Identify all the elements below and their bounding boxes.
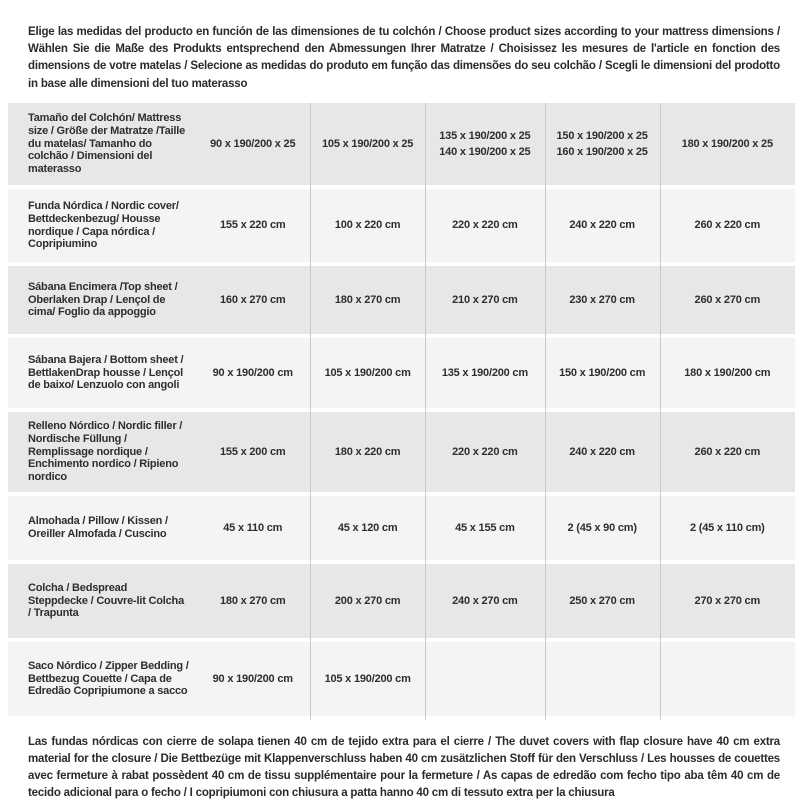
size-value: 270 x 270 cm bbox=[694, 594, 761, 607]
size-cell bbox=[425, 412, 545, 492]
size-value: 105 x 190/200 cm bbox=[324, 672, 411, 685]
size-cell bbox=[195, 103, 310, 185]
size-cell bbox=[660, 189, 795, 262]
size-cell bbox=[425, 266, 545, 334]
size-cell bbox=[195, 496, 310, 560]
table-row bbox=[8, 266, 795, 334]
size-value: 90 x 190/200 x 25 bbox=[210, 137, 296, 150]
size-cell bbox=[545, 412, 660, 492]
size-cell bbox=[660, 496, 795, 560]
table-row bbox=[8, 338, 795, 408]
table-row bbox=[8, 642, 795, 716]
size-cell bbox=[310, 564, 425, 638]
size-value: 260 x 220 cm bbox=[694, 219, 761, 232]
size-value: 160 x 270 cm bbox=[219, 293, 286, 306]
size-cell bbox=[545, 496, 660, 560]
size-cell bbox=[310, 338, 425, 408]
size-cell bbox=[545, 189, 660, 262]
duvet-flap-footnote-text: Las fundas nórdicas con cierre de solapa tienen 40 cm de tejido extra para el cierre / The duvet covers with flap closure have 40 cm extra material for the closure / Die Bettbezüge mit Klappenverschluss haben 40 cm zusätzlichen Stoff für den Verschluss / Les housses de couettes avec fermeture à rabat possèdent 40 cm de tissu supplémentaire pour la fermeture / As capas de edredão com fecho tipo aba têm 40 cm de tecido adicional para o fecho / I copripiumoni con chiusura a patta hanno 40 cm di tessuto extra per la chiusura bbox=[28, 735, 780, 800]
size-cell bbox=[195, 564, 310, 638]
row-label: Tamaño del Colchón/ Mattress size / Größe der Matratze /Taille du matelas/ Tamanho do colchão / Dimensioni del materasso bbox=[28, 111, 186, 176]
size-value: 180 x 190/200 x 25 bbox=[681, 137, 773, 150]
size-cell bbox=[425, 496, 545, 560]
size-value: 45 x 155 cm bbox=[455, 521, 515, 534]
size-cell bbox=[425, 338, 545, 408]
size-cell bbox=[425, 564, 545, 638]
column-divider bbox=[545, 103, 546, 720]
size-value: 230 x 270 cm bbox=[569, 293, 635, 306]
column-divider bbox=[310, 103, 311, 720]
row-label: Almohada / Pillow / Kissen / Oreiller Almofada / Cuscino bbox=[28, 515, 168, 540]
size-cell bbox=[195, 338, 310, 408]
size-value: 90 x 190/200 cm bbox=[212, 366, 293, 379]
size-cell bbox=[195, 642, 310, 716]
row-label: Sábana Bajera / Bottom sheet / BettlakenDrap housse / Lençol de baixo/ Lenzuolo con angoli bbox=[28, 353, 184, 392]
size-cell bbox=[545, 266, 660, 334]
size-cell bbox=[310, 103, 425, 185]
size-value: 140 x 190/200 x 25 bbox=[439, 146, 531, 158]
size-value: 180 x 220 cm bbox=[334, 445, 401, 458]
size-table bbox=[8, 103, 795, 720]
size-value: 220 x 220 cm bbox=[452, 445, 518, 458]
size-value: 250 x 270 cm bbox=[569, 594, 635, 607]
size-value: 135 x 190/200 x 25 bbox=[439, 129, 531, 142]
size-value: 135 x 190/200 cm bbox=[441, 366, 528, 379]
size-value: 155 x 200 cm bbox=[219, 445, 286, 458]
row-label: Saco Nórdico / Zipper Bedding / Bettbezug Couette / Capa de Edredão Copripiumone a sacco bbox=[28, 659, 189, 698]
size-value: 45 x 120 cm bbox=[337, 521, 398, 534]
table-row bbox=[8, 496, 795, 560]
size-cell bbox=[425, 642, 545, 716]
size-cell bbox=[310, 496, 425, 560]
size-cell bbox=[660, 642, 795, 716]
size-value: 150 x 190/200 x 25 bbox=[556, 129, 648, 142]
size-cell bbox=[195, 412, 310, 492]
size-cell bbox=[545, 338, 660, 408]
table-row bbox=[8, 189, 795, 262]
size-value: 105 x 190/200 x 25 bbox=[322, 137, 414, 150]
size-value: 45 x 110 cm bbox=[223, 521, 283, 534]
size-value: 100 x 220 cm bbox=[334, 219, 401, 232]
size-value: 160 x 190/200 x 25 bbox=[556, 146, 648, 158]
size-value: 240 x 220 cm bbox=[569, 219, 635, 232]
size-cell bbox=[425, 103, 545, 185]
row-label: Colcha / Bedspread Steppdecke / Couvre-lit Colcha / Trapunta bbox=[28, 581, 184, 620]
size-value: 155 x 220 cm bbox=[219, 219, 286, 232]
row-label: Funda Nórdica / Nordic cover/ Bettdeckenbezug/ Housse nordique / Capa nórdica / Copripiumino bbox=[28, 199, 179, 251]
size-cell bbox=[660, 103, 795, 185]
size-value: 260 x 270 cm bbox=[694, 293, 761, 306]
size-cell bbox=[310, 642, 425, 716]
size-value: 2 (45 x 110 cm) bbox=[689, 521, 765, 534]
row-label: Sábana Encimera /Top sheet / Oberlaken Drap / Lençol de cima/ Foglio da appoggio bbox=[28, 280, 178, 319]
table-row bbox=[8, 103, 795, 185]
size-cell bbox=[545, 564, 660, 638]
column-divider bbox=[660, 103, 661, 720]
size-value: 260 x 220 cm bbox=[694, 445, 761, 458]
size-value: 105 x 190/200 cm bbox=[324, 366, 411, 379]
column-divider bbox=[425, 103, 426, 720]
table-row bbox=[8, 412, 795, 492]
size-cell bbox=[660, 412, 795, 492]
table-row bbox=[8, 564, 795, 638]
size-value: 90 x 190/200 cm bbox=[212, 672, 293, 685]
size-value: 2 (45 x 90 cm) bbox=[567, 521, 637, 534]
size-cell bbox=[660, 564, 795, 638]
size-cell bbox=[545, 103, 660, 185]
size-cell bbox=[195, 189, 310, 262]
size-value: 240 x 220 cm bbox=[569, 445, 635, 458]
size-value: 180 x 270 cm bbox=[219, 594, 286, 607]
size-value: 240 x 270 cm bbox=[452, 594, 518, 607]
size-selection-intro-text: Elige las medidas del producto en función de las dimensiones de tu colchón / Choose product sizes according to your mattress dimensions / Wählen Sie die Maße des Produkts entsprechend den Abmessungen Ihrer Matratze / Choisissez les mesures de l'article en fonction des dimensions de votre matelas / Selecione as medidas do produto em função das dimensões do seu colchão / Scegli le dimensioni del prodotto in base alle dimensioni del tuo materasso bbox=[28, 25, 780, 90]
size-value: 150 x 190/200 cm bbox=[559, 366, 646, 379]
size-value: 220 x 220 cm bbox=[452, 219, 518, 232]
size-cell bbox=[545, 642, 660, 716]
size-cell bbox=[310, 189, 425, 262]
size-value: 180 x 270 cm bbox=[334, 293, 401, 306]
size-cell bbox=[195, 266, 310, 334]
row-label: Relleno Nórdico / Nordic filler / Nordische Füllung / Remplissage nordique / Enchimento nordico / Ripieno nordico bbox=[28, 419, 183, 484]
size-cell bbox=[425, 189, 545, 262]
size-cell bbox=[310, 266, 425, 334]
size-cell bbox=[660, 266, 795, 334]
size-cell bbox=[660, 338, 795, 408]
size-value: 180 x 190/200 cm bbox=[684, 366, 771, 379]
size-value: 200 x 270 cm bbox=[334, 594, 401, 607]
size-value: 210 x 270 cm bbox=[452, 293, 518, 306]
size-cell bbox=[310, 412, 425, 492]
